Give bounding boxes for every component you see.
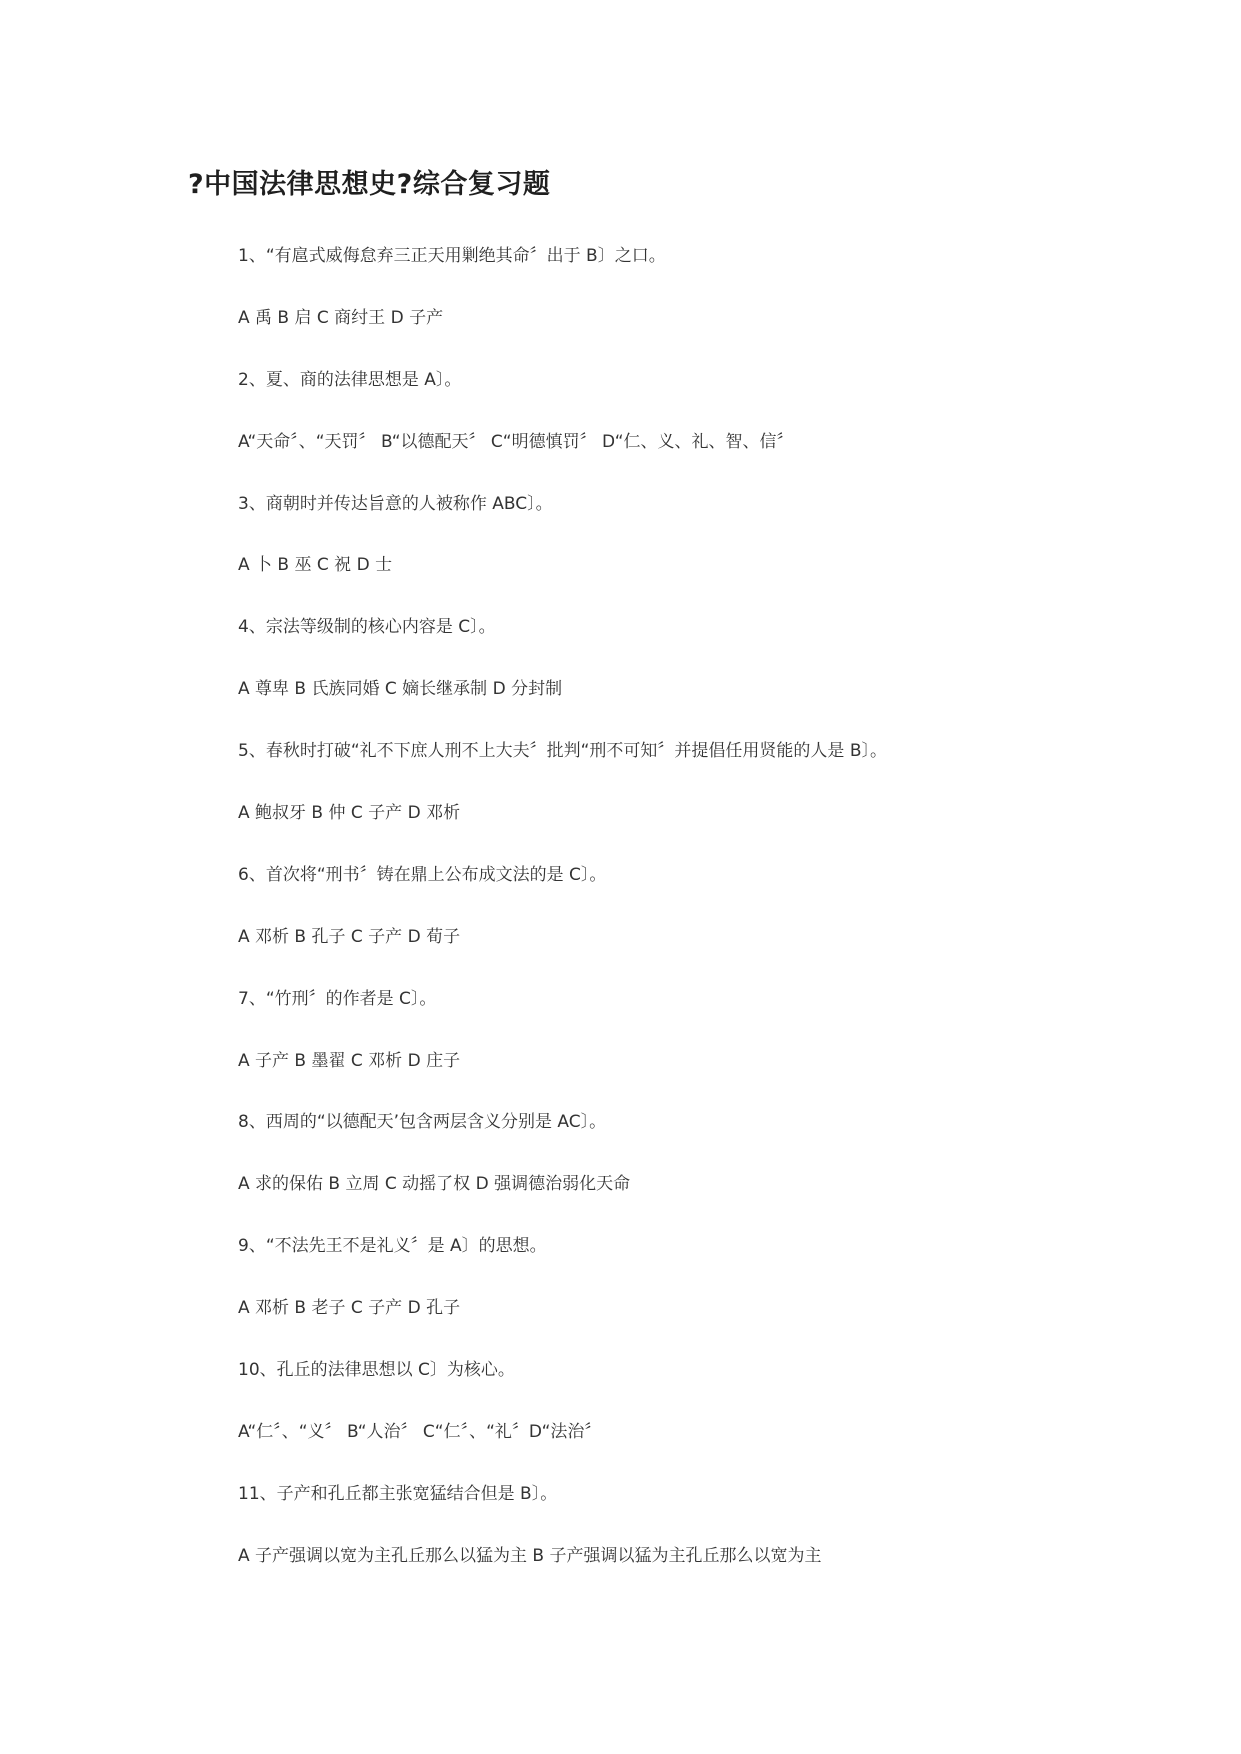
options-9: A 邓析 B 老子 C 子产 D 孔子 <box>238 1298 461 1319</box>
options-3: A 卜 B 巫 C 祝 D 士 <box>238 555 393 576</box>
question-11: 11、子产和孔丘都主张宽猛结合但是 B〕。 <box>238 1483 558 1504</box>
options-5: A 鲍叔牙 B 仲 C 子产 D 邓析 <box>238 803 461 824</box>
question-6: 6、首次将“刑书〞铸在鼎上公布成文法的是 C〕。 <box>238 864 607 885</box>
options-8: A 求的保佑 B 立周 C 动摇了权 D 强调德治弱化天命 <box>238 1174 631 1195</box>
question-8: 8、西周的“以德配天’包含两层含义分别是 AC〕。 <box>238 1112 607 1133</box>
document-title: ?中国法律思想史?综合复习题 <box>188 169 551 200</box>
question-10: 10、孔丘的法律思想以 C〕为核心。 <box>238 1360 515 1381</box>
options-11: A 子产强调以宽为主孔丘那么以猛为主 B 子产强调以猛为主孔丘那么以宽为主 <box>238 1545 822 1566</box>
question-1: 1、“有扈式威侮怠弃三正天用剿绝其命〞出于 B〕之口。 <box>238 246 666 266</box>
options-4: A 尊卑 B 氏族同婚 C 嫡长继承制 D 分封制 <box>238 679 563 700</box>
question-7: 7、“竹刑〞的作者是 C〕。 <box>238 988 437 1009</box>
question-list <box>238 245 1198 1607</box>
options-7: A 子产 B 墨翟 C 邓析 D 庄子 <box>238 1050 461 1071</box>
question-4: 4、宗法等级制的核心内容是 C〕。 <box>238 617 496 638</box>
options-6: A 邓析 B 孔子 C 子产 D 荀子 <box>238 926 461 947</box>
options-1: A 禹 B 启 C 商纣王 D 子产 <box>238 307 444 328</box>
options-10: A“仁〞、“义〞 B“人治〞 C“仁〞、“礼〞D“法治〞 <box>238 1421 602 1442</box>
question-9: 9、“不法先王不是礼义〞是 A〕的思想。 <box>238 1236 547 1257</box>
question-3: 3、商朝时并传达旨意的人被称作 ABC〕。 <box>238 493 553 514</box>
question-2: 2、夏、商的法律思想是 A〕。 <box>238 369 462 390</box>
question-5: 5、春秋时打破“礼不下庶人刑不上大夫〞批判“刑不可知〞并提倡任用贤能的人是 B〕。 <box>238 741 887 762</box>
options-2: A“天命〞、“天罚〞 B“以德配天〞 C“明德慎罚〞 D“仁、义、礼、智、信〞 <box>238 431 794 452</box>
